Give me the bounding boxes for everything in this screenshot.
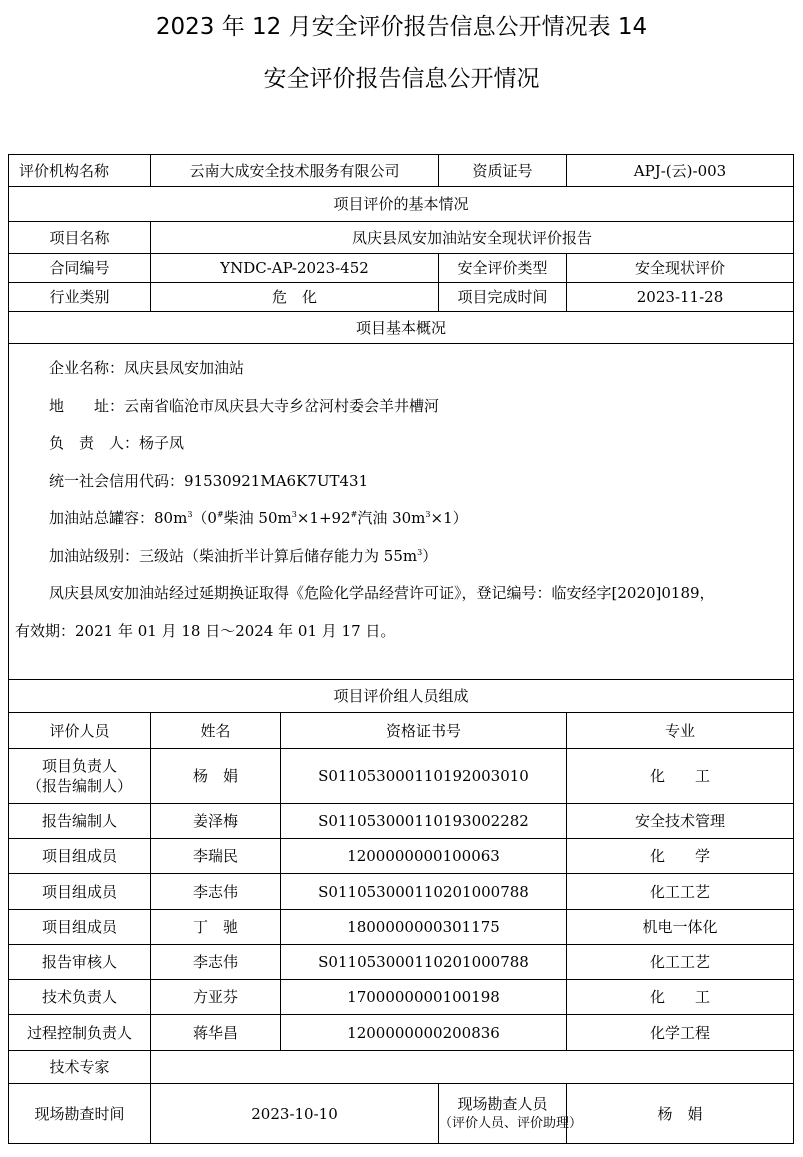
major-cell: 化工工艺 xyxy=(567,874,794,910)
survey-time-value: 2023-10-10 xyxy=(151,1084,439,1144)
cert-cell: S011053000110192003010 xyxy=(281,749,567,804)
major-cell: 化 工 xyxy=(567,749,794,804)
name-cell: 姜泽梅 xyxy=(151,804,281,839)
overview-license: 凤庆县凤安加油站经过延期换证取得《危险化学品经营许可证》，登记编号：临安经字[2020]0189， xyxy=(49,584,715,602)
document-subtitle: 安全评价报告信息公开情况 xyxy=(263,66,540,92)
industry-value: 危 化 xyxy=(151,283,439,312)
cert-label: 资质证号 xyxy=(439,155,567,187)
table-row xyxy=(9,910,794,945)
role-cell xyxy=(9,749,151,804)
project-name-value: 凤庆县凤安加油站安全现状评价报告 xyxy=(151,222,794,254)
major-cell: 化学工程 xyxy=(567,1015,794,1051)
major-cell: 机电一体化 xyxy=(567,910,794,945)
survey-staff-label-line2: （评价人员、评价助理） xyxy=(439,1115,583,1131)
contract-row xyxy=(9,254,794,283)
role-cell: 项目组成员 xyxy=(9,839,151,874)
cert-cell: S011053000110201000788 xyxy=(281,945,567,980)
table-row xyxy=(9,874,794,910)
org-row xyxy=(9,155,794,187)
team-header-row xyxy=(9,680,794,713)
cert-value: APJ-(云)-003 xyxy=(567,155,794,187)
industry-label: 行业类别 xyxy=(9,283,151,312)
expert-row xyxy=(9,1051,794,1084)
role-line2: （报告编制人） xyxy=(26,777,132,795)
org-label: 评价机构名称 xyxy=(9,155,151,187)
project-name-row xyxy=(9,222,794,254)
expert-value xyxy=(151,1051,794,1084)
table-row xyxy=(9,749,794,804)
overview-station-grade: 加油站级别：三级站（柴油折半计算后储存能力为 $55m^3$） xyxy=(49,546,438,565)
col-role: 评价人员 xyxy=(9,713,151,749)
major-cell: 安全技术管理 xyxy=(567,804,794,839)
name-cell: 李志伟 xyxy=(151,945,281,980)
cert-cell: 1200000000100063 xyxy=(281,839,567,874)
overview-row xyxy=(9,344,794,680)
team-header: 项目评价组人员组成 xyxy=(9,680,794,713)
complete-value: 2023-11-28 xyxy=(567,283,794,312)
major-cell: 化 工 xyxy=(567,980,794,1015)
role-line1: 项目负责人 xyxy=(41,757,117,775)
expert-label: 技术专家 xyxy=(9,1051,151,1084)
name-cell: 杨 娟 xyxy=(151,749,281,804)
survey-time-label: 现场勘查时间 xyxy=(9,1084,151,1144)
basic-header-row xyxy=(9,187,794,222)
overview-tank-capacity: 加油站总罐容：$80m^3(0^{\#}$柴油 $50m^3\times 1+92^{\#}$汽油 $30m^3\times 1$） xyxy=(49,509,468,527)
survey-staff-label-line1: 现场勘查人员 xyxy=(457,1094,548,1113)
disclosure-table xyxy=(8,154,794,1144)
name-cell: 李志伟 xyxy=(151,874,281,910)
cert-cell: 1700000000100198 xyxy=(281,980,567,1015)
survey-staff-label xyxy=(439,1084,583,1144)
overview-address: 地 址：云南省临沧市凤庆县大寺乡岔河村委会羊井槽河 xyxy=(49,396,440,415)
role-cell: 项目组成员 xyxy=(9,874,151,910)
col-cert: 资格证书号 xyxy=(281,713,567,749)
name-cell: 丁 驰 xyxy=(151,910,281,945)
name-cell: 蒋华昌 xyxy=(151,1015,281,1051)
type-label: 安全评价类型 xyxy=(439,254,567,283)
col-major: 专业 xyxy=(567,713,794,749)
overview-header-row xyxy=(9,312,794,344)
role-cell: 项目组成员 xyxy=(9,910,151,945)
project-name-label: 项目名称 xyxy=(9,222,151,254)
major-cell: 化工工艺 xyxy=(567,945,794,980)
overview-company: 企业名称：凤庆县凤安加油站 xyxy=(49,359,245,377)
document-title: 2023 年 12 月安全评价报告信息公开情况表 14 xyxy=(155,14,648,40)
role-cell: 报告审核人 xyxy=(9,945,151,980)
name-cell: 方亚芬 xyxy=(151,980,281,1015)
overview-validity: 有效期：2021 年 01 月 18 日～2024 年 01 月 17 日。 xyxy=(15,621,396,640)
type-value: 安全现状评价 xyxy=(567,254,794,283)
basic-header: 项目评价的基本情况 xyxy=(9,187,794,222)
survey-staff-value: 杨 娟 xyxy=(567,1084,794,1144)
cert-cell: 1800000000301175 xyxy=(281,910,567,945)
role-cell: 技术负责人 xyxy=(9,980,151,1015)
overview-body xyxy=(9,344,794,680)
role-cell: 报告编制人 xyxy=(9,804,151,839)
overview-manager: 负 责 人：杨子凤 xyxy=(49,434,185,452)
industry-row xyxy=(9,283,794,312)
contract-value: YNDC-AP-2023-452 xyxy=(151,254,439,283)
contract-label: 合同编号 xyxy=(9,254,151,283)
role-cell: 过程控制负责人 xyxy=(9,1015,151,1051)
complete-label: 项目完成时间 xyxy=(439,283,567,312)
cert-cell: 1200000000200836 xyxy=(281,1015,567,1051)
overview-header: 项目基本概况 xyxy=(9,312,794,344)
table-row xyxy=(9,1015,794,1051)
table-row xyxy=(9,804,794,839)
table-row xyxy=(9,980,794,1015)
table-row xyxy=(9,839,794,874)
overview-credit-code: 统一社会信用代码：91530921MA6K7UT431 xyxy=(49,471,369,490)
survey-row xyxy=(9,1084,794,1144)
name-cell: 李瑞民 xyxy=(151,839,281,874)
cert-cell: S011053000110193002282 xyxy=(281,804,567,839)
col-name: 姓名 xyxy=(151,713,281,749)
org-value: 云南大成安全技术服务有限公司 xyxy=(151,155,439,187)
table-row xyxy=(9,945,794,980)
major-cell: 化 学 xyxy=(567,839,794,874)
cert-cell: S011053000110201000788 xyxy=(281,874,567,910)
team-col-header-row xyxy=(9,713,794,749)
